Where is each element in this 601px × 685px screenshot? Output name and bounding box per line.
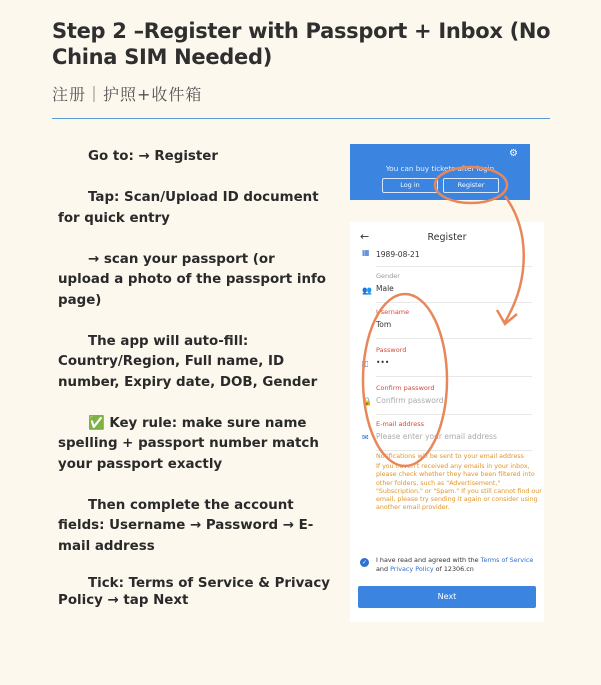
lock-icon: 🔒 <box>362 397 372 406</box>
username-label: Username <box>376 308 410 316</box>
confirm-password-row[interactable] <box>362 384 532 405</box>
confirm-password-label: Confirm password <box>376 384 435 392</box>
confirm-password-input: Confirm password <box>376 396 444 405</box>
arrow-left-icon[interactable]: ← <box>360 230 370 243</box>
form-header: Register <box>427 232 467 243</box>
instruction-key-rule: ✅ Key rule: make sure name spelling + passport number match your passport exactly <box>58 415 319 472</box>
email-notification: Notifications will be sent to your email address <box>376 453 524 460</box>
username-row[interactable] <box>362 308 532 329</box>
instruction-tap-scan: Tap: Scan/Upload ID document for quick entry <box>58 190 319 226</box>
login-banner <box>350 144 530 200</box>
password-label: Password <box>376 346 407 354</box>
email-help-text: If you haven't received any emails in your inbox, please check whether they have been filtered into other folders, such as "Advertisement," "Subscription," or "Spam." If you still cannot find our email, please try sending it again or consider using another email provider. <box>376 463 542 512</box>
gender-value: Male <box>376 284 394 293</box>
mail-icon: ✉ <box>362 433 369 442</box>
instruction-account-fields: Then complete the account fields: Username → Password → E-mail address <box>58 497 314 554</box>
gender-label: Gender <box>376 272 400 280</box>
instruction-autofill: The app will auto-fill: Country/Region, Full name, ID number, Expiry date, DOB, Gender <box>58 333 318 390</box>
username-value: Tom <box>376 320 392 329</box>
instruction-tick-terms: Tick: Terms of Service & Privacy Policy → tap Next <box>58 576 331 608</box>
login-button[interactable]: Log in <box>382 178 438 193</box>
people-icon: 👥 <box>362 286 372 295</box>
gear-icon[interactable]: ⚙ <box>509 148 518 159</box>
email-row[interactable] <box>362 420 532 441</box>
terms-agreement[interactable]: ✓ I have read and agreed with the Terms of Service and Privacy Policy of 12306.cn <box>361 556 534 573</box>
next-button[interactable]: Next <box>358 586 536 608</box>
instructions <box>58 147 330 609</box>
email-input: Please enter your email address <box>376 432 497 441</box>
page-title: Step 2 –Register with Passport + Inbox (No China SIM Needed) <box>52 19 551 69</box>
instruction-go-to: Go to: → Register <box>88 149 218 164</box>
page-subtitle: 注册｜护照+收件箱 <box>52 85 203 104</box>
dob-value: 1989-08-21 <box>376 250 420 259</box>
calendar-icon: ▦ <box>362 248 370 257</box>
checkbox-checked-icon[interactable]: ✓ <box>361 559 368 566</box>
dob-row[interactable] <box>362 246 532 259</box>
terms-link[interactable]: Terms of Service <box>480 556 534 564</box>
divider <box>52 118 550 119</box>
login-message: You can buy tickets after login <box>385 164 495 173</box>
privacy-link[interactable]: Privacy Policy <box>390 565 434 573</box>
password-value: ••• <box>376 358 390 367</box>
password-row[interactable] <box>362 346 532 367</box>
register-form <box>350 222 544 622</box>
register-button[interactable]: Register <box>443 178 499 193</box>
key-icon: ⚿ <box>362 360 369 369</box>
gender-row[interactable] <box>362 272 532 293</box>
instruction-scan-passport: → scan your passport (or upload a photo of the passport info page) <box>58 251 326 308</box>
email-label: E-mail address <box>376 420 424 428</box>
